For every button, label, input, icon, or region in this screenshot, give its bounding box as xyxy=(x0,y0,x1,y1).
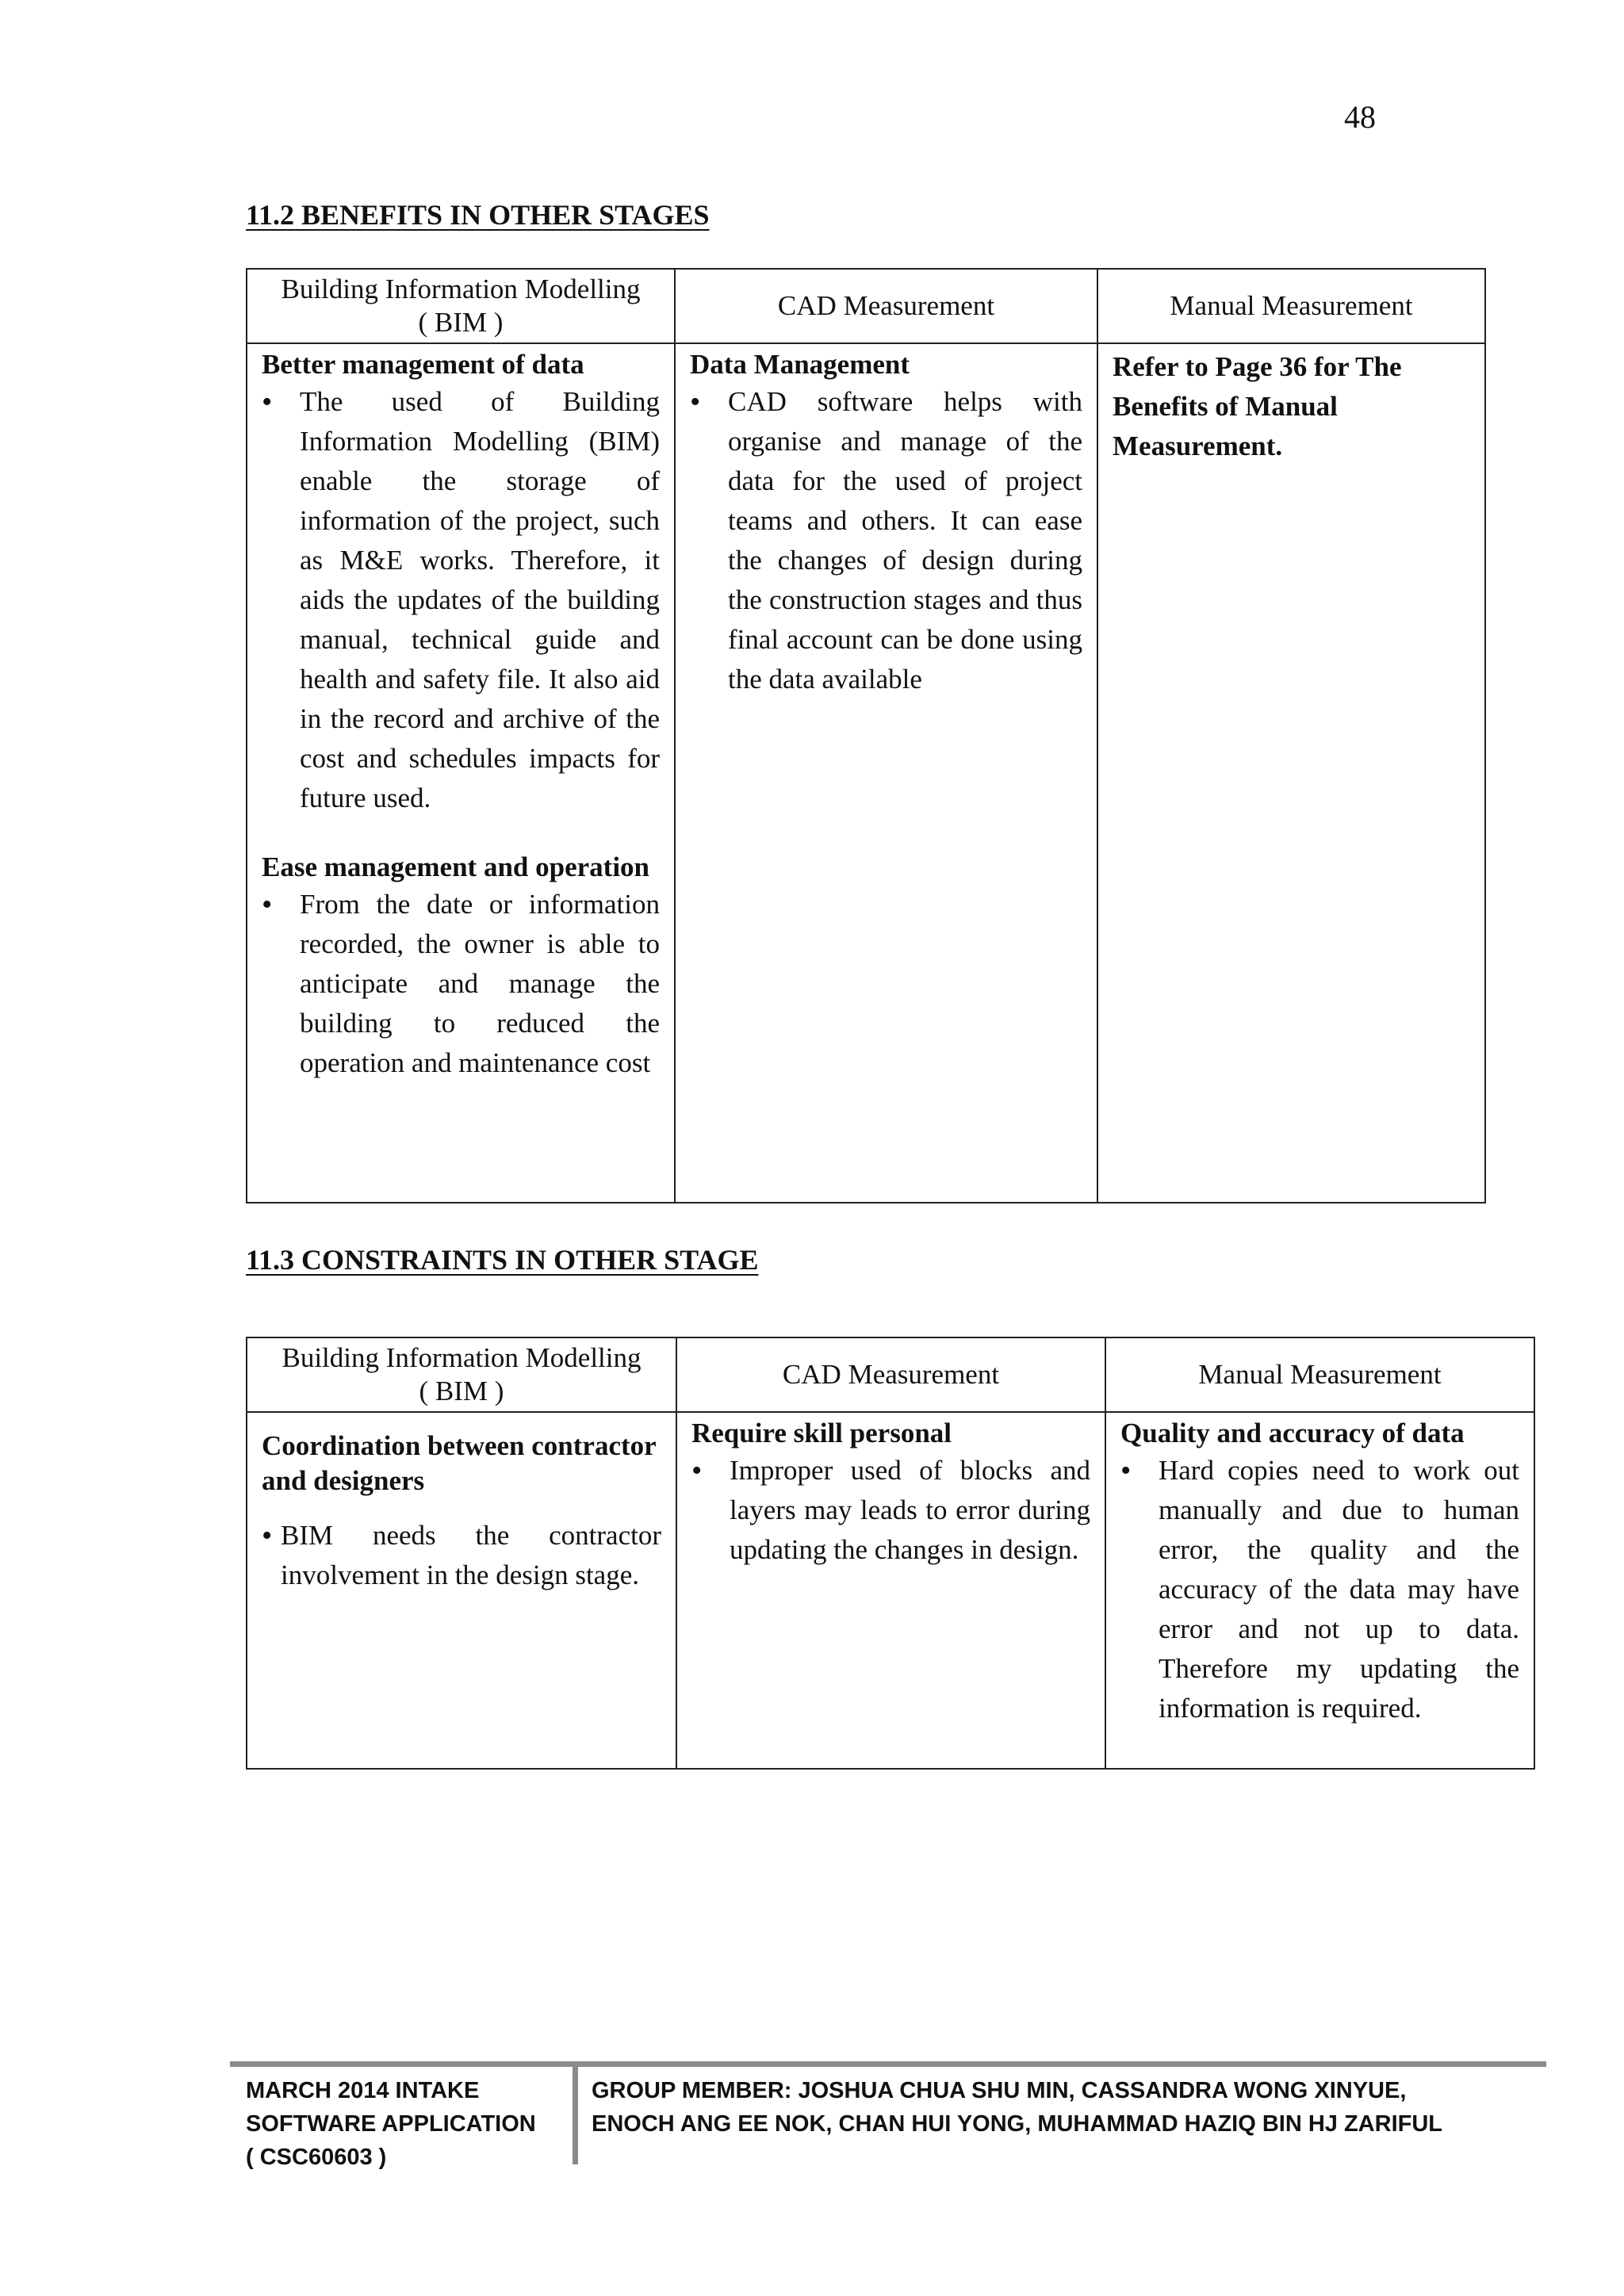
list-item: • CAD software helps with organise and manage of the data for the used of project teams and others. It can ease the changes of design during the construction stages and thus final account can be done using the data available xyxy=(690,382,1082,699)
footer-group-members: GROUP MEMBER: JOSHUA CHUA SHU MIN, CASSANDRA WONG XINYUE, ENOCH ANG EE NOK, CHAN HUI YONG, MUHAMMAD HAZIQ BIN HJ ZARIFUL xyxy=(592,2078,1442,2137)
bim-constraint-list xyxy=(262,1516,661,1595)
manual-constraint-heading: Quality and accuracy of data xyxy=(1120,1418,1465,1448)
column-header-bim: Building Information Modelling ( BIM ) xyxy=(247,269,675,343)
bim-benefits-cell xyxy=(247,343,675,1203)
benefits-heading: 11.2 BENEFITS IN OTHER STAGES xyxy=(246,199,710,231)
bim-benefit-list xyxy=(262,382,660,818)
column-header-bim: Building Information Modelling ( BIM ) xyxy=(247,1337,676,1412)
constraints-heading: 11.3 CONSTRAINTS IN OTHER STAGE xyxy=(246,1244,759,1276)
spacer xyxy=(262,818,660,850)
bim-benefit-list-2 xyxy=(262,885,660,1083)
footer-rule xyxy=(230,2061,1546,2067)
footer-divider xyxy=(573,2061,578,2164)
list-item: • Hard copies need to work out manually and due to human error, the quality and the accuracy of the data may have error and not up to data. Therefore my updating the information is required. xyxy=(1120,1451,1519,1728)
column-header-cad: CAD Measurement xyxy=(675,269,1097,343)
manual-benefit-reference: Refer to Page 36 for The Benefits of Manual Measurement. xyxy=(1113,351,1402,461)
bim-constraints-cell xyxy=(247,1412,676,1769)
manual-constraint-list xyxy=(1120,1451,1519,1728)
cad-benefits-cell xyxy=(675,343,1097,1203)
list-item: • BIM needs the contractor involvement in the design stage. xyxy=(262,1516,661,1595)
page-number: 48 xyxy=(1344,99,1376,135)
constraints-table xyxy=(246,1337,1535,1770)
cad-constraint-list xyxy=(691,1451,1090,1570)
spacer xyxy=(262,1498,661,1516)
column-header-manual: Manual Measurement xyxy=(1097,269,1485,343)
column-header-manual: Manual Measurement xyxy=(1105,1337,1534,1412)
cad-constraint-heading: Require skill personal xyxy=(691,1418,952,1448)
page-footer xyxy=(230,2061,1546,2170)
manual-benefits-cell xyxy=(1097,343,1485,1203)
footer-course-info: MARCH 2014 INTAKE SOFTWARE APPLICATION ( CSC60603 ) xyxy=(246,2078,536,2170)
list-item: • Improper used of blocks and layers may leads to error during updating the changes in design. xyxy=(691,1451,1090,1570)
bim-constraint-heading: Coordination between contractor and designers xyxy=(262,1430,657,1496)
list-item: • The used of Building Information Modelling (BIM) enable the storage of information of the project, such as M&E works. Therefore, it aids the updates of the building manual, technical guide and health and safety file. It also aid in the record and archive of the cost and schedules impacts for future used. xyxy=(262,382,660,818)
benefits-table xyxy=(246,268,1486,1203)
cad-benefit-heading: Data Management xyxy=(690,349,910,380)
column-header-cad: CAD Measurement xyxy=(676,1337,1105,1412)
bim-benefit-heading-2: Ease management and operation xyxy=(262,851,650,882)
list-item: • From the date or information recorded, the owner is able to anticipate and manage the building to reduced the operation and maintenance cost xyxy=(262,885,660,1083)
cad-constraints-cell xyxy=(676,1412,1105,1769)
bim-benefit-heading: Better management of data xyxy=(262,349,584,380)
manual-constraints-cell xyxy=(1105,1412,1534,1769)
cad-benefit-list xyxy=(690,382,1082,699)
